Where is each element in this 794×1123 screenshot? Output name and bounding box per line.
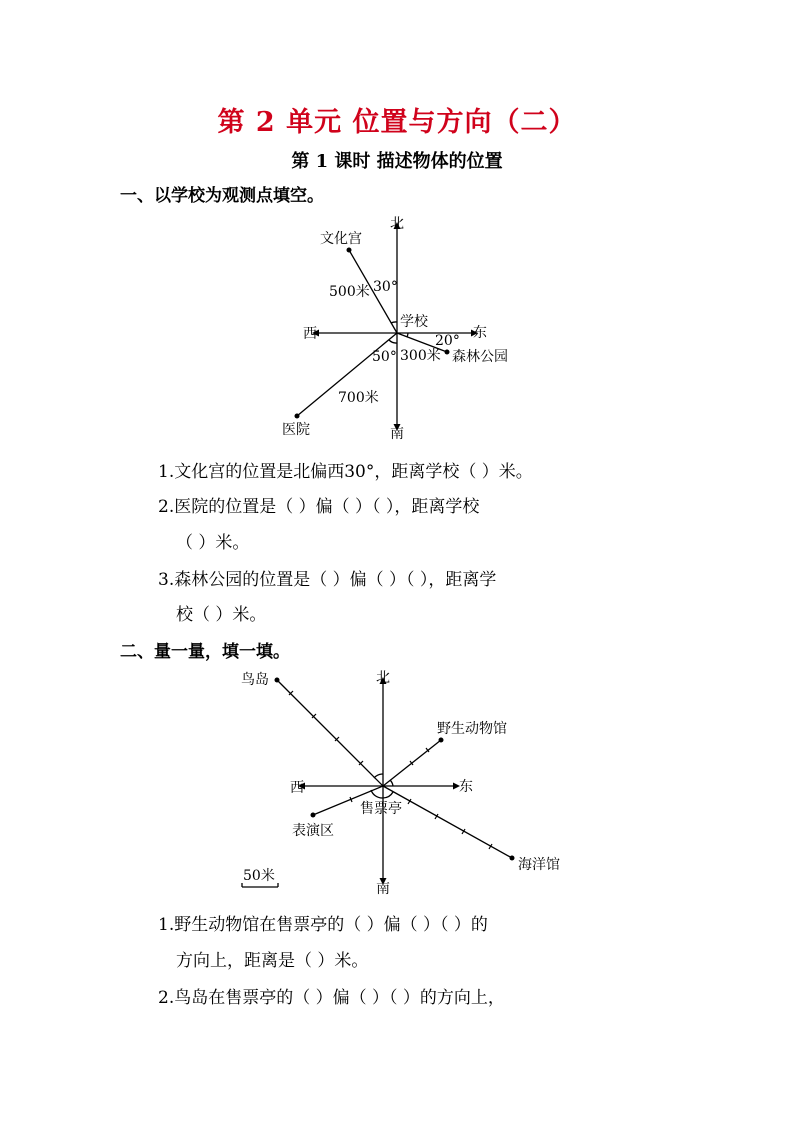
wildlife-hall-label: 野生动物馆: [437, 721, 507, 737]
culture-palace-distance: 500米: [329, 284, 370, 300]
lesson-title: 第 1 课时 描述物体的位置: [291, 151, 503, 172]
forest-park-dot: [445, 350, 450, 355]
d1-west-label: 西: [303, 326, 317, 342]
scale-label: 50米: [243, 868, 275, 884]
angle-arc-50: [389, 340, 397, 343]
forest-park-distance: 300米: [400, 348, 441, 364]
s1-question-1: 1.文化宫的位置是北偏西30°，距离学校（ ）米。: [158, 462, 533, 482]
section-2-heading: 二、量一量，填一填。: [120, 642, 290, 662]
ray-ocean-hall: [383, 786, 512, 858]
performance-area-dot: [311, 813, 316, 818]
ocean-hall-dot: [510, 856, 515, 861]
d2-arc-bird: [374, 774, 383, 778]
d2-east-label: 东: [459, 779, 473, 795]
s1-question-2-line2: （ ）米。: [176, 533, 250, 553]
culture-palace-angle: 30°: [373, 279, 398, 295]
s2-question-2-line1: 2.鸟岛在售票亭的（ ）偏（ ）（ ）的方向上，: [158, 988, 505, 1008]
compass-diagram-school: [297, 228, 472, 425]
d2-south-label: 南: [376, 881, 390, 897]
d1-north-label: 北: [390, 216, 404, 232]
wildlife-hall-dot: [439, 738, 444, 743]
d1-south-label: 南: [390, 426, 404, 442]
angle-arc-30: [391, 322, 397, 323]
bird-island-dot: [275, 678, 280, 683]
bird-island-label: 鸟岛: [241, 672, 269, 688]
hospital-angle: 50°: [372, 349, 397, 365]
s1-question-3-line1: 3.森林公园的位置是（ ）偏（ ）（ ），距离学: [158, 570, 497, 590]
s2-question-1-line2: 方向上，距离是（ ）米。: [176, 951, 369, 971]
hospital-label: 医院: [282, 422, 310, 438]
section-1-heading: 一、以学校为观测点填空。: [120, 186, 324, 206]
hospital-distance: 700米: [338, 390, 379, 406]
d2-arc-south: [371, 790, 383, 798]
s1-question-3-line2: 校（ ）米。: [176, 605, 267, 625]
performance-area-label: 表演区: [292, 823, 334, 839]
d2-arc-wildlife: [390, 780, 393, 786]
ocean-hall-label: 海洋馆: [518, 857, 560, 873]
d2-center-label: 售票亭: [360, 801, 402, 817]
d2-arc-ocean: [383, 792, 393, 798]
d1-center-label: 学校: [400, 314, 428, 330]
s2-question-1-line1: 1.野生动物馆在售票亭的（ ）偏（ ）（ ）的: [158, 915, 488, 935]
d1-east-label: 东: [473, 325, 487, 341]
ray-bird-island: [277, 680, 383, 786]
hospital-dot: [295, 414, 300, 419]
s1-question-2-line1: 2.医院的位置是（ ）偏（ ）（ ），距离学校: [158, 497, 480, 517]
d2-north-label: 北: [376, 670, 390, 686]
forest-park-angle: 20°: [435, 333, 460, 349]
forest-park-label: 森林公园: [452, 349, 508, 365]
culture-palace-label: 文化宫: [320, 231, 362, 247]
d2-west-label: 西: [290, 780, 304, 796]
unit-title: 第 2 单元 位置与方向（二）: [217, 107, 577, 138]
culture-palace-dot: [347, 248, 352, 253]
